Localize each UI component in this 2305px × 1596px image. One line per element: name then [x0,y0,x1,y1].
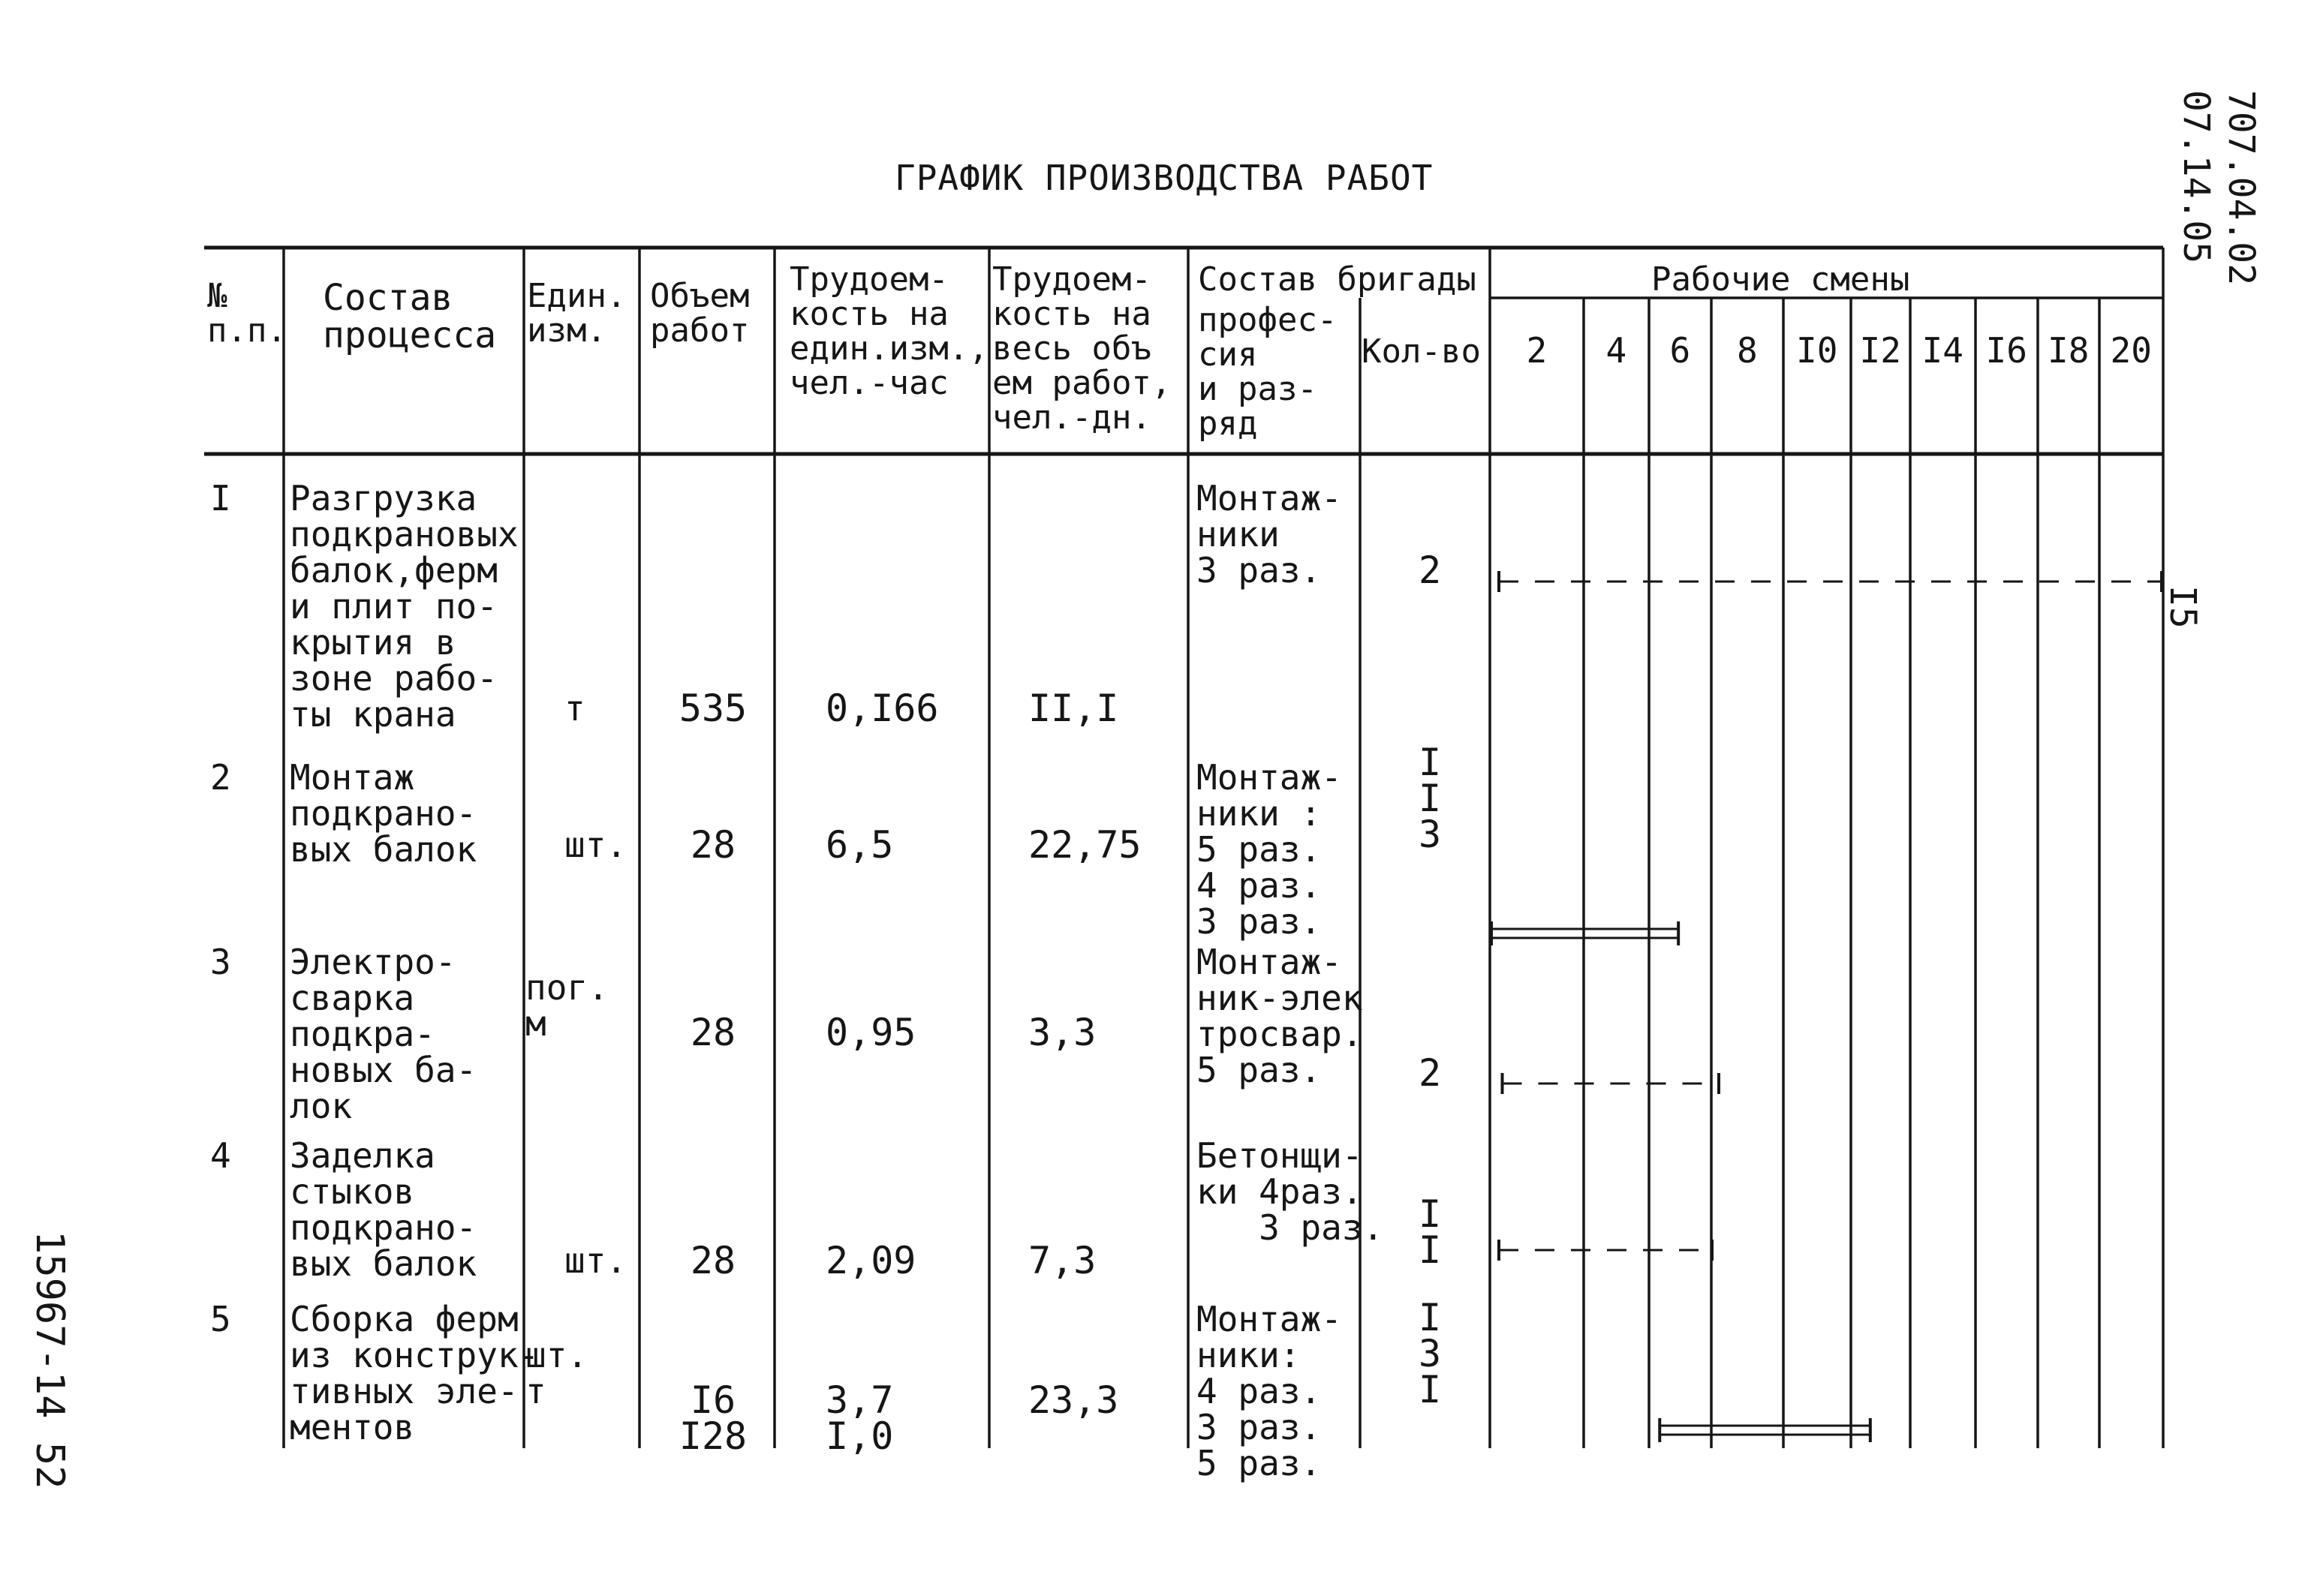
crew-profession: Бетонщи- ки 4раз. 3 раз. [1196,1135,1384,1248]
process-description: Сборка ферм из конструк- тивных эле- ментов [290,1299,540,1447]
labor-total: II,I [1028,687,1119,730]
work-volume: 28 [690,823,736,867]
labor-per-unit: 6,5 [826,823,894,867]
process-description: Заделка стыков подкрано- вых балок [290,1135,477,1284]
document-code-1: 707.04.02 [2220,90,2262,286]
work-volume: 28 [690,1011,736,1054]
unit-of-measure: шт. т [525,1335,588,1411]
labor-per-unit: 0,I66 [826,687,939,730]
shift-number-4: 4 [1605,330,1627,371]
shift-number-8: 8 [1737,330,1758,371]
process-description: Разгрузка подкрановых балок,ферм и плит по- крытия в зоне рабо- ты крана [290,478,519,735]
row-number: 2 [210,757,231,798]
labor-per-unit: 3,7 I,0 [826,1378,894,1458]
shift-number-I0: I0 [1796,330,1838,371]
header-profession: профес- сия и раз- ряд [1198,301,1338,443]
row-number: 4 [210,1135,231,1176]
header-count: Кол-во [1362,332,1481,371]
header-volume: Объем работ [650,277,750,350]
row-number: 3 [210,942,231,982]
crew-profession: Монтаж- ники : 5 раз. 4 раз. 3 раз. [1196,757,1342,942]
bar-duration-label: I5 [2162,585,2204,629]
shift-number-20: 20 [2110,330,2152,371]
schedule-bar-row-3 [1502,1073,1718,1094]
work-volume: 535 [679,687,748,730]
shift-number-6: 6 [1669,330,1691,371]
process-description: Монтаж подкрано- вых балок [290,757,477,870]
header-process: Состав процесса [323,277,497,356]
header-unit: Един. изм. [527,277,627,350]
labor-per-unit: 0,95 [826,1011,916,1054]
shift-number-I4: I4 [1921,330,1963,371]
labor-total: 3,3 [1028,1011,1097,1054]
header-num: № п.п. [207,277,287,350]
page-title: ГРАФИК ПРОИЗВОДСТВА РАБОТ [895,158,1434,198]
crew-count: I 3 I [1419,1296,1442,1411]
header-shifts: Рабочие смены [1651,260,1910,299]
unit-of-measure: шт. [564,1240,627,1281]
header-labor-unit: Трудоем- кость на един.изм., чел.-час [790,260,989,402]
sheet-number: 15967-14 52 [27,1231,72,1489]
header-labor-total: Трудоем- кость на весь объ ем работ, чел.-дн. [992,260,1172,437]
crew-profession: Монтаж- ники: 4 раз. 3 раз. 5 раз. [1196,1299,1342,1483]
unit-of-measure: шт. [564,825,627,865]
crew-profession: Монтаж- ник-элек тросвар. 5 раз. [1196,942,1363,1090]
unit-of-measure: т [564,688,585,729]
crew-count: I I [1419,1192,1442,1272]
header-brigade: Состав бригады [1198,260,1476,299]
document-code-2: 07.14.05 [2175,90,2217,264]
shift-number-I6: I6 [1985,330,2027,371]
work-volume: I6 I28 [679,1378,748,1458]
shift-number-I8: I8 [2048,330,2090,371]
labor-per-unit: 2,09 [826,1239,916,1282]
unit-of-measure: пог. м [525,967,609,1044]
crew-count: 2 [1419,549,1442,592]
labor-total: 22,75 [1028,823,1142,867]
crew-profession: Монтаж- ники 3 раз. [1196,478,1342,591]
shift-number-I2: I2 [1859,330,1901,371]
work-volume: 28 [690,1239,736,1282]
row-number: 5 [210,1299,231,1339]
shift-number-2: 2 [1526,330,1548,371]
schedule-bar-row-5 [1660,1418,1870,1442]
schedule-bar-row-4 [1499,1240,1712,1261]
labor-total: 7,3 [1028,1239,1097,1282]
row-number: I [210,478,231,518]
schedule-bar-row-1 [1499,571,2162,592]
crew-count: 2 [1419,1051,1442,1095]
crew-count: I I 3 [1419,741,1442,856]
process-description: Электро- сварка подкра- новых ба- лок [290,942,477,1126]
labor-total: 23,3 [1028,1378,1119,1422]
